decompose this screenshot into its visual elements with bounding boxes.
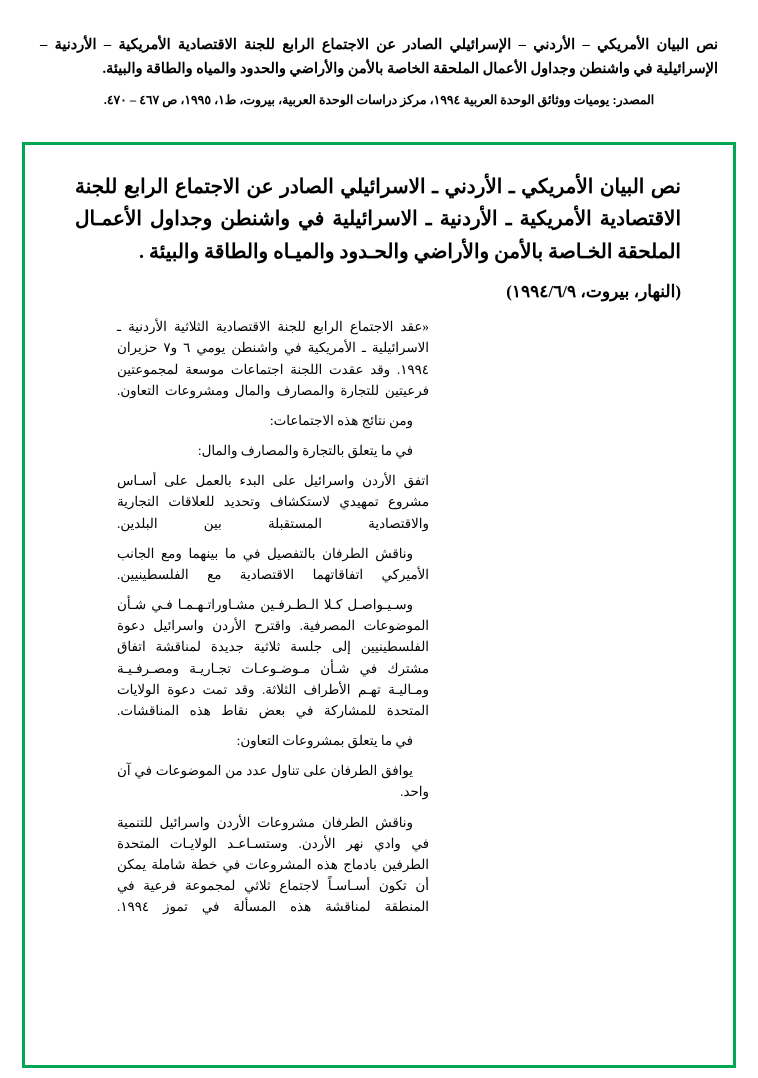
header-title: نص البيان الأمريكي – الأردني – الإسرائيلي الصادر عن الاجتماع الرابع للجنة الاقتصادية الأمريكية – الأردنية – الإسرائيلية في واشنطن وجداول الأعمال الملحقة الخاصة بالأمن والأراضي والحدود والمياه والطاقة والبيئة. — [40, 37, 718, 77]
article-title: نص البيان الأمريكي ـ الأردني ـ الاسرائيلي الصادر عن الاجتماع الرابع للجنة الاقتصادية الأمريكية ـ الأردنية ـ الاسرائيلية في واشنطن وجداول الأعمـال الملحقة الخـاصة بالأمن والأراضي والحـدود والميـاه والطاقة والبيئة . — [75, 176, 681, 263]
paragraph: وسـيـواصـل كـلا الـطـرفـين مشـاوراتـهـمـا فـي شـأن الموضوعات المصرفية. واقترح الأردن واسرائيل دعوة الفلسطينيين إلى جلسة ثلاثية جديدة لمناقشة اتفاق مشترك في شـأن مـوضـوعـات تجـاريـة ومصـرفـيـة ومـاليـة تهـم الأطراف الثلاثة. وقد تمت دعوة الولايات المتحدة للمشاركة في بعض نقاط هذه المناقشات. — [117, 597, 429, 718]
paragraph: «عقد الاجتماع الرابع للجنة الاقتصادية الثلاثية الأردنية ـ الاسرائيلية ـ الأمريكية في واشنطن يومي ٦ و٧ حزيران ١٩٩٤. وقد عقدت اللجنة اجتماعات موسعة لمجموعتين فرعيتين للتجارة والمصارف والمال ومشروعات التعاون. — [117, 319, 429, 398]
paragraph: وناقش الطرفان مشروعات الأردن واسرائيل للتنمية في وادي نهر الأردن. وستسـاعـد الولايـات المتحدة الطرفين بادماج هذه المشروعات في خطة شاملة يمكن أن تكون أسـاسـاً لاجتماع ثلاثي لمجموعة فرعية في المنطقة لمناقشة هذه المسألة في تموز ١٩٩٤. — [117, 814, 429, 915]
paragraph: يوافق الطرفان على تناول عدد من الموضوعات في آن واحد. — [117, 763, 429, 800]
paragraph: في ما يتعلق بالتجارة والمصارف والمال: — [197, 443, 413, 459]
article-source: (النهار، بيروت، ١٩٩٤/٦/٩) — [506, 282, 681, 302]
article-body — [117, 316, 429, 917]
green-bordered-frame — [22, 142, 736, 1068]
paragraph: اتفق الأردن واسرائيل على البدء بالعمل على أسـاس مشروع تمهيدي لاستكشاف وتحديد للعلاقات التجارية والاقتصادية المستقبلة بين البلدين. — [117, 473, 429, 531]
paragraph: في ما يتعلق بمشروعات التعاون: — [236, 733, 413, 749]
document-header — [0, 0, 758, 111]
paragraph: وناقش الطرفان بالتفصيل في ما بينهما ومع الجانب الأميركي اتفاقاتهما الاقتصادية مع الفلسطينيين. — [117, 545, 429, 582]
header-source: المصدر: يوميات ووثائق الوحدة العربية ١٩٩٤، مركز دراسات الوحدة العربية، بيروت، ط١، ١٩٩٥، ص ٤٦٧ – ٤٧٠. — [103, 92, 655, 107]
paragraph: ومن نتائج هذه الاجتماعات: — [269, 412, 413, 428]
